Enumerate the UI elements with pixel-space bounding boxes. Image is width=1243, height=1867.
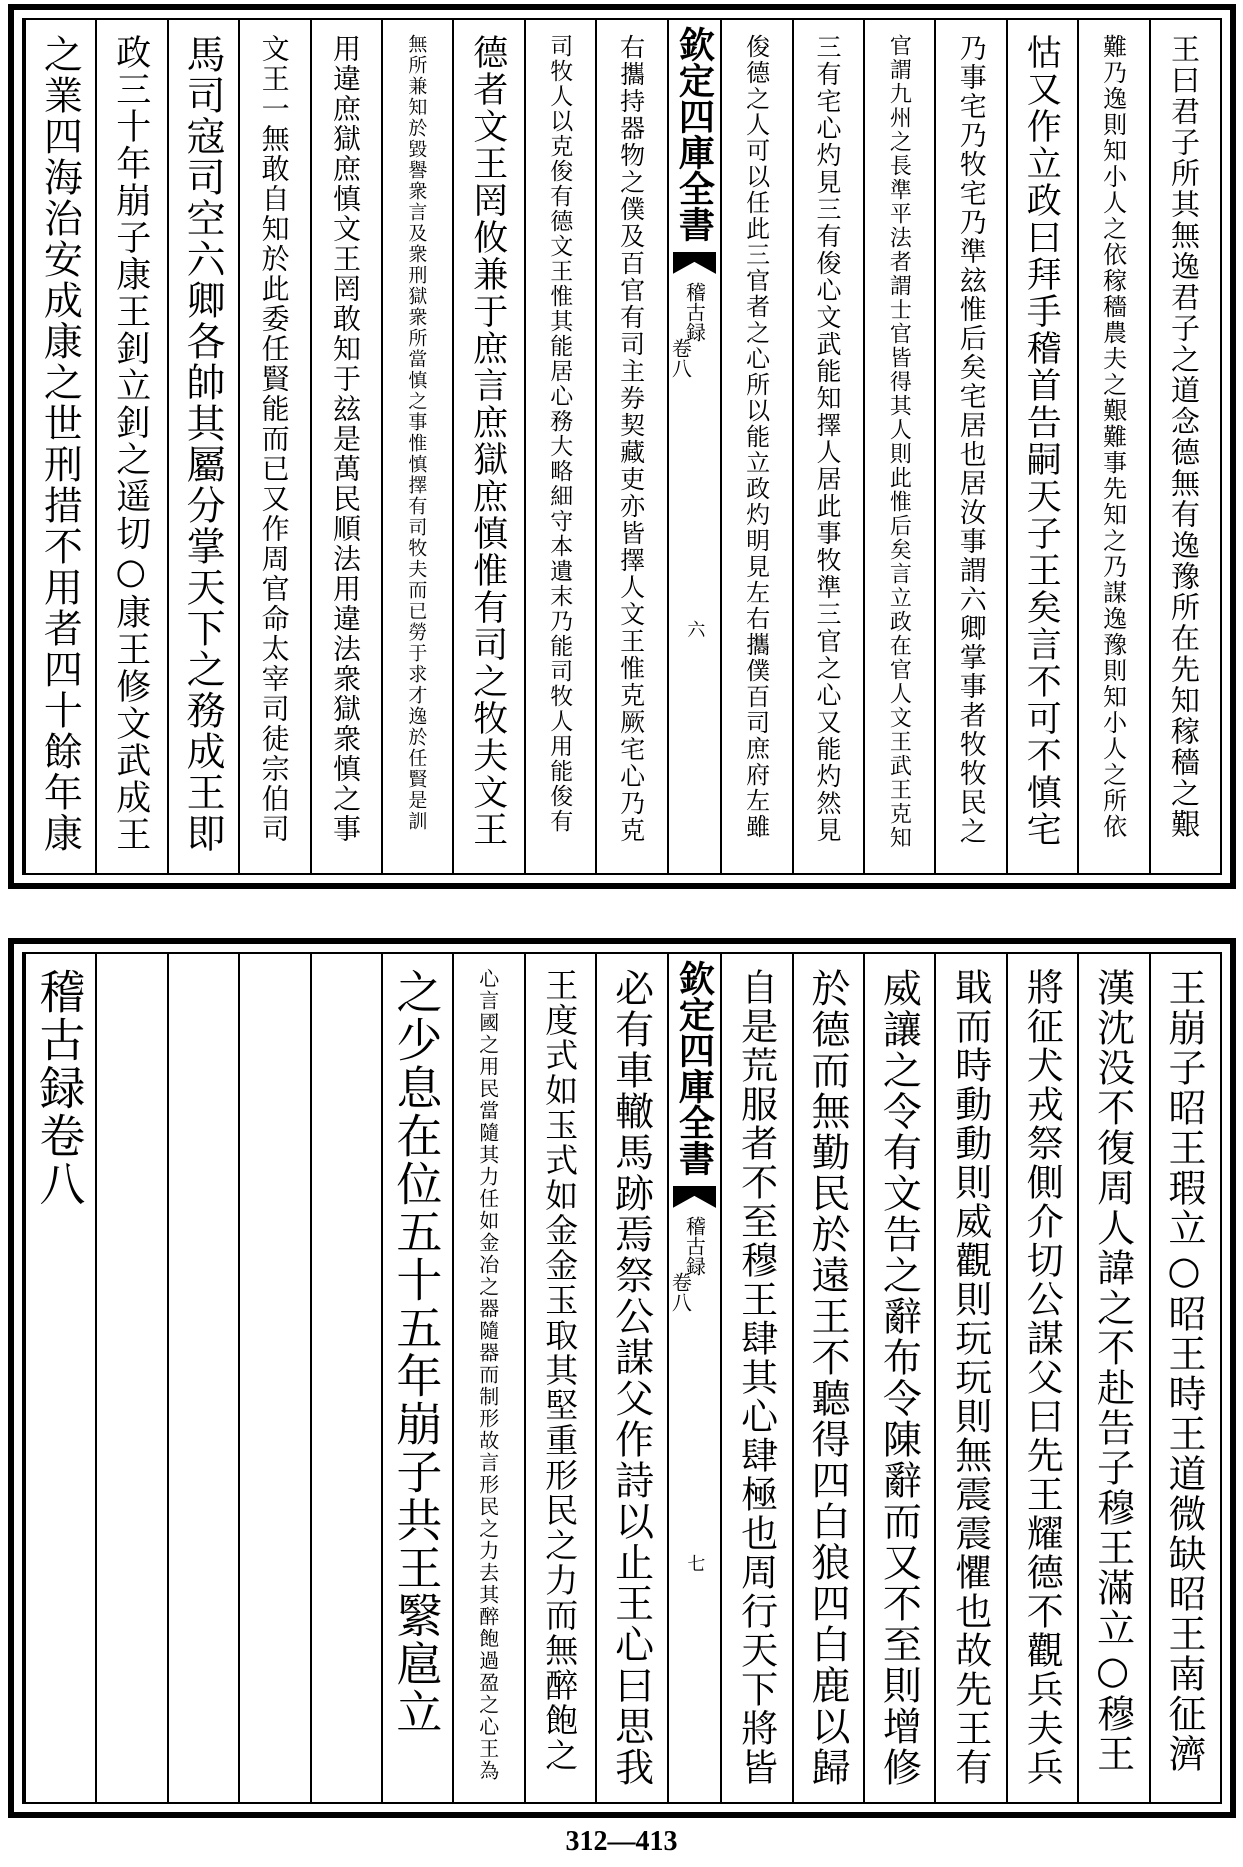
empty-column — [238, 954, 309, 1802]
column-text: 右攜持器物之僕及百官有司主券契藏吏亦皆擇人文王惟克厥宅心乃克 — [616, 34, 646, 844]
text-column — [1006, 954, 1077, 1802]
fishtail-mark — [673, 252, 717, 274]
column-text: 漢沈没不復周人諱之不赴告子穆王滿立○穆王 — [1090, 968, 1135, 1774]
column-text: 王崩子昭王瑕立○昭王時王道微缺昭王南征濟 — [1162, 968, 1206, 1774]
column-text: 官謂九州之長準平法者謂士官皆得其人則此惟后矣言立政在官人文王武王克知 — [886, 34, 912, 850]
column-text: 怙又作立政曰拜手稽首告嗣天子王矣言不可不慎宅 — [1021, 34, 1062, 848]
volume-label: 卷八 — [668, 1272, 693, 1312]
column-text: 難乃逸則知小人之依稼穡農夫之艱難事先知之乃謀逸豫則知小人之所依 — [1098, 34, 1127, 840]
text-column — [863, 954, 934, 1802]
text-column — [792, 954, 863, 1802]
text-column — [1077, 954, 1148, 1802]
page-number: 六 — [684, 620, 706, 638]
lower-text-columns — [24, 954, 1220, 1802]
text-column — [792, 20, 863, 873]
column-text: 之少息在位五十五年崩子共王繄扈立 — [389, 968, 444, 1736]
text-column — [595, 20, 666, 873]
column-text: 文王一無敢自知於此委任賢能而已又作周官命太宰司徒宗伯司 — [257, 34, 291, 844]
column-text: 俊德之人可以任此三官者之心所以能立政灼明見左右攜僕百司庶府左雖 — [741, 34, 770, 840]
column-text: 將征犬戎祭側介切公謀父曰先王耀德不觀兵夫兵 — [1020, 968, 1064, 1787]
text-column — [452, 20, 523, 873]
text-column — [720, 20, 791, 873]
column-text: 乃事宅乃牧宅乃準玆惟后矣宅居也居汝事謂六卿掌事者牧牧民之 — [954, 34, 986, 846]
column-text: 無所兼知於毀譽衆言及衆刑獄衆所當慎之事惟慎擇有司牧夫而已勞于求才逸於任賢是訓 — [405, 34, 428, 832]
text-column — [1077, 20, 1148, 873]
page-number: 七 — [684, 1554, 706, 1572]
book-title: 欽定四庫全書 — [673, 26, 716, 242]
column-text: 自是荒服者不至穆王肆其心肆極也周行天下將皆 — [734, 968, 778, 1787]
chapter-end-title: 稽古録卷八 — [32, 968, 87, 1208]
column-text: 司牧人以克俊有德文王惟其能居心務大略細守本遺末乃能司牧人用能俊有 — [546, 34, 573, 834]
column-text: 戢而時動動則威觀則玩玩則無震震懼也故先王有 — [948, 968, 992, 1787]
column-text: 馬司寇司空六卿各帥其屬分掌天下之務成王即 — [180, 34, 226, 854]
center-fold — [667, 954, 721, 1802]
text-column — [934, 20, 1005, 873]
column-text: 王曰君子所其無逸君子之道念德無有逸豫所在先知稼穡之艱 — [1167, 34, 1201, 840]
column-text: 心言國之用民當隨其力任如金冶之器隨器而制形故言形民之力去其醉飽過盈之心王為 — [475, 968, 500, 1782]
lower-page — [8, 938, 1236, 1818]
column-text: 三有宅心灼見三有俊心文武能知擇人居此事牧準三官之心又能灼然見 — [812, 34, 842, 844]
book-title: 欽定四庫全書 — [673, 960, 716, 1176]
text-column — [95, 20, 166, 873]
book-subtitle: 稽古録 — [682, 282, 707, 342]
text-column — [524, 954, 595, 1802]
column-text: 於德而無勤民於遠王不聽得四白狼四白鹿以歸 — [804, 968, 850, 1788]
column-text: 政三十年崩子康王釗立釗之遥切○康王修文武成王 — [110, 34, 151, 853]
book-subtitle: 稽古録 — [682, 1216, 707, 1276]
lower-page-frame — [22, 952, 1222, 1804]
column-text: 王度式如玉式如金金玉取其堅重形民之力而無醉飽之 — [540, 968, 580, 1773]
center-fold — [667, 20, 721, 873]
volume-label: 卷八 — [668, 338, 693, 378]
column-text: 之業四海治安成康之世刑措不用者四十餘年康 — [37, 34, 83, 854]
text-column — [310, 20, 381, 873]
upper-page — [8, 4, 1236, 889]
text-column — [238, 20, 309, 873]
fishtail-mark — [673, 1186, 717, 1208]
page-footer-number: 312—413 — [565, 1826, 678, 1857]
upper-text-columns — [24, 20, 1220, 873]
text-column — [24, 20, 95, 873]
empty-column — [167, 954, 238, 1802]
text-column — [595, 954, 666, 1802]
column-text: 必有車轍馬跡焉祭公謀父作詩以止王心曰思我 — [608, 968, 654, 1788]
column-text: 德者文王罔攸兼于庶言庶獄庶慎惟有司之牧夫文王 — [467, 34, 508, 848]
text-column — [524, 20, 595, 873]
text-column — [1149, 20, 1220, 873]
column-text: 用違庶獄庶慎文王罔敢知于玆是萬民順法用違法衆獄衆慎之事 — [328, 34, 362, 844]
upper-page-frame — [22, 18, 1222, 875]
text-column — [381, 954, 452, 1802]
text-column — [1006, 20, 1077, 873]
text-column — [452, 954, 523, 1802]
text-column — [934, 954, 1005, 1802]
empty-column — [310, 954, 381, 1802]
text-column — [1149, 954, 1220, 1802]
empty-column — [95, 954, 166, 1802]
text-column — [381, 20, 452, 873]
column-text: 威讓之令有文告之辭布令陳辭而又不至則增修 — [876, 968, 922, 1788]
text-column — [24, 954, 95, 1802]
text-column — [863, 20, 934, 873]
text-column — [720, 954, 791, 1802]
text-column — [167, 20, 238, 873]
